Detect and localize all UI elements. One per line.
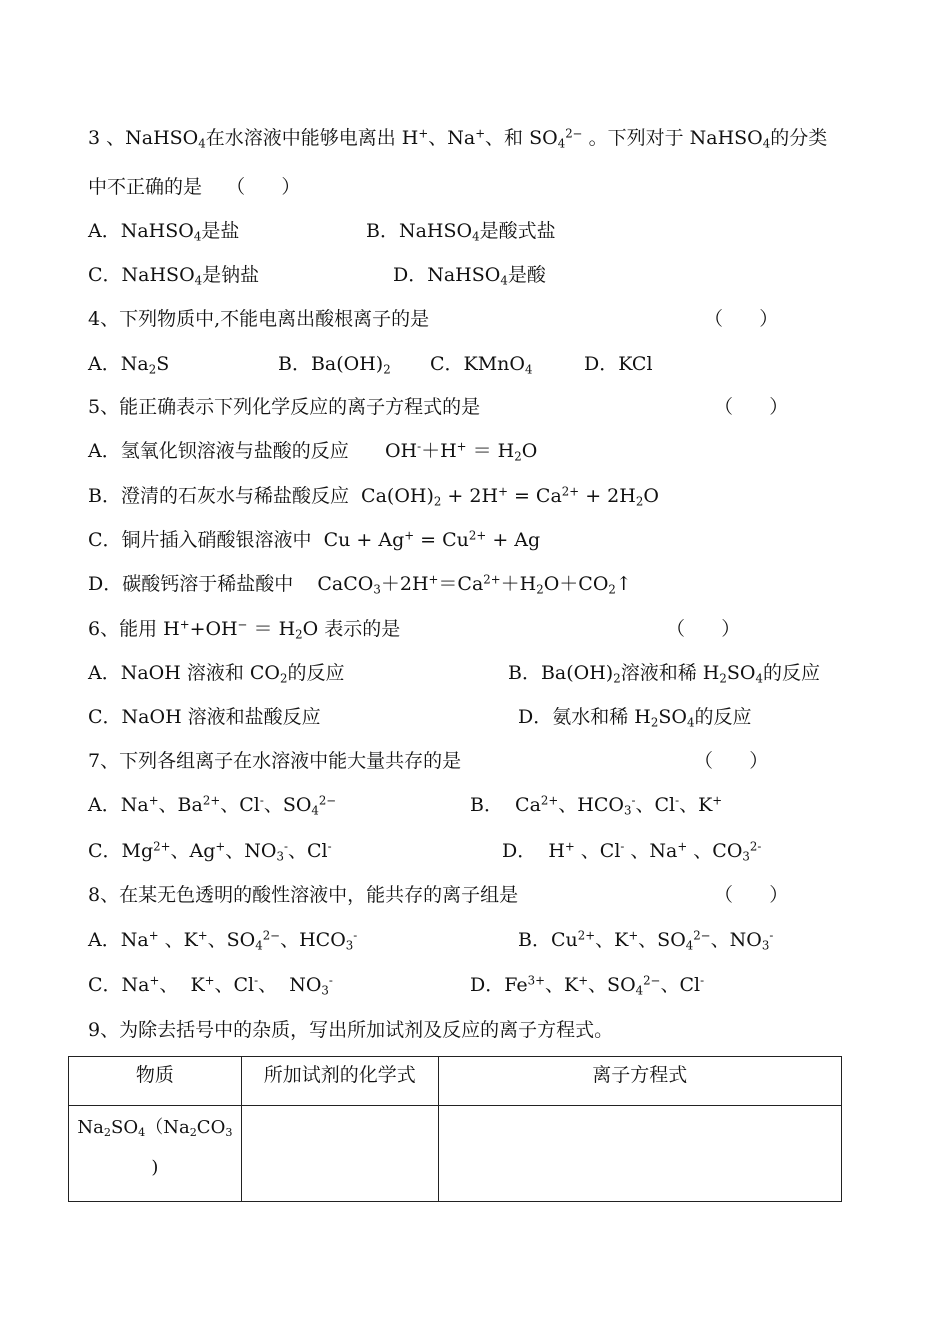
q6-option-a: A．NaOH 溶液和 $CO_2$的反应 xyxy=(88,662,345,686)
q9-stem: 9、为除去括号中的杂质，写出所加试剂及反应的离子方程式。 xyxy=(88,1019,614,1041)
q3-stem-line1: 3 、NaHSO$_4$在水溶液中能够电离出 H+、Na+、和 $SO_4^{2-}$ 。下列对于 NaHSO$_4$的分类 xyxy=(88,126,828,151)
cell-reagent-blank[interactable] xyxy=(241,1106,438,1202)
cell-equation-blank[interactable] xyxy=(438,1106,841,1202)
q5-option-d: D．碳酸钙溶于稀盐酸中 $CaCO_3+2H^+=Ca^{2+}+H_2O+CO_2↑$ xyxy=(88,572,632,597)
q6-option-b: B．$Ba(OH)_2$溶液和稀 $H_2SO_4$的反应 xyxy=(508,662,820,686)
q4-option-a: A．$Na_2S$ xyxy=(88,353,170,377)
q5-option-b: B．澄清的石灰水与稀盐酸反应 $Ca(OH)_2 + 2H^+ = Ca^{2+} + 2H_2O$ xyxy=(88,484,659,509)
q5-answer-paren: （ ） xyxy=(714,396,789,418)
table-header-row xyxy=(69,1057,842,1106)
header-ionic-equation: 离子方程式 xyxy=(438,1057,841,1106)
cell-substance: $Na_2SO_4(Na_2CO_3$ ) xyxy=(69,1106,242,1202)
q5-option-c: C．铜片插入硝酸银溶液中 $Cu + Ag^+ = Cu^{2+} + Ag$ xyxy=(88,528,541,551)
table-row xyxy=(69,1106,842,1202)
q7-option-b: B． $Ca^{2+}$、$HCO_3^-$、Cl-、K+ xyxy=(470,793,723,818)
q7-option-d: D． H+ 、Cl- 、Na+ 、$CO_3^{2-}$ xyxy=(502,839,762,864)
q6-stem: 6、能用 $H^++OH^- = H_2O$ 表示的是 xyxy=(88,617,401,642)
q7-option-a: A．Na+、$Ba^{2+}$、Cl-、$SO_4^{2-}$ xyxy=(88,793,337,818)
q4-answer-paren: （ ） xyxy=(704,308,779,330)
q6-option-c: C．NaOH 溶液和盐酸反应 xyxy=(88,706,321,728)
q8-stem: 8、在某无色透明的酸性溶液中，能共存的离子组是 xyxy=(88,884,519,906)
q4-option-b: B．$Ba(OH)_2$ xyxy=(278,353,391,377)
q8-option-a: A．Na+ 、K+、$SO_4^{2-}$、$HCO_3^-$ xyxy=(88,928,358,953)
q7-answer-paren: （ ） xyxy=(694,750,769,772)
q4-option-c: C．KMnO$_4$ xyxy=(430,353,533,377)
q3-option-a: A．NaHSO$_4$是盐 xyxy=(88,220,240,244)
q8-option-c: C．Na+、 K+、Cl-、 $NO_3^-$ xyxy=(88,973,333,998)
q3-option-b: B．NaHSO$_4$是酸式盐 xyxy=(366,220,556,244)
q9-answer-table xyxy=(68,1056,842,1202)
header-substance: 物质 xyxy=(69,1057,242,1106)
q8-option-b: B．$Cu^{2+}$、K+、$SO_4^{2-}$、$NO_3^-$ xyxy=(518,928,774,953)
q8-option-d: D．$Fe^{3+}$、K+、$SO_4^{2-}$、Cl- xyxy=(470,973,705,998)
q7-stem: 7、下列各组离子在水溶液中能大量共存的是 xyxy=(88,750,462,772)
q6-option-d: D．氨水和稀 $H_2SO_4$的反应 xyxy=(518,706,752,730)
q5-option-a: A．氢氧化钡溶液与盐酸的反应 $OH^-+H^+ = H_2O$ xyxy=(88,439,538,464)
q4-option-d: D．KCl xyxy=(584,353,653,375)
q3-option-d: D．NaHSO$_4$是酸 xyxy=(393,264,546,288)
q5-stem: 5、能正确表示下列化学反应的离子方程式的是 xyxy=(88,396,481,418)
header-reagent: 所加试剂的化学式 xyxy=(241,1057,438,1106)
q6-answer-paren: （ ） xyxy=(666,618,741,640)
q8-answer-paren: （ ） xyxy=(714,884,789,906)
q7-option-c: C．$Mg^{2+}$、Ag+、$NO_3^-$、Cl- xyxy=(88,839,332,864)
q4-stem: 4、下列物质中,不能电离出酸根离子的是 xyxy=(88,308,430,330)
q3-option-c: C．NaHSO$_4$是钠盐 xyxy=(88,264,260,288)
q3-stem-line2: 中不正确的是 （ ） xyxy=(88,176,301,198)
